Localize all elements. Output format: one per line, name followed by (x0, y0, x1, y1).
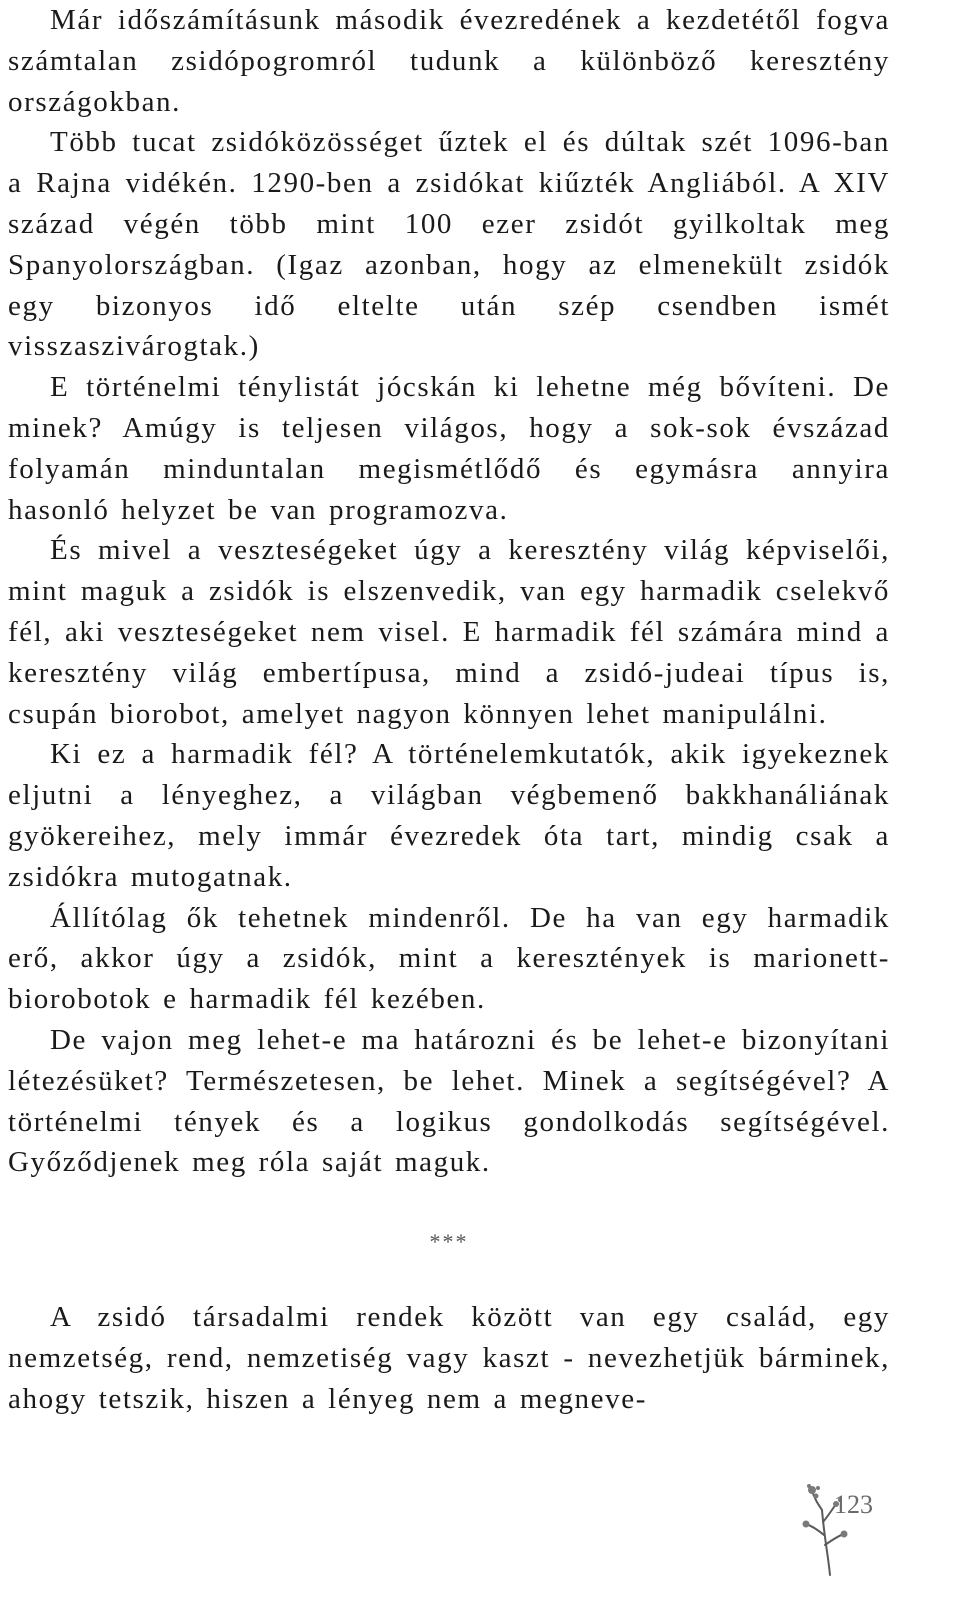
paragraph-6: Állítólag ők tehetnek mindenről. De ha van egy harmadik erő, akkor úgy a zsidók, mint a keresztények is marionett-biorobotok e harmadik fél kezében. (8, 901, 890, 1016)
closing-paragraph: A zsidó társadalmi rendek között van egy család, egy nemzetség, rend, nemzetiség vagy kaszt - nevezhetjük bárminek, ahogy tetszik, hiszen a lényeg nem a megneve- (8, 1301, 890, 1415)
paragraph-3: E történelmi ténylistát jócskán ki lehetne még bővíteni. De minek? Amúgy is teljesen világos, hogy a sok-sok évszázad folyamán minduntalan megismétlődő és egymásra annyira hasonló helyzet be van programozva. (8, 371, 890, 526)
paragraph-7: De vajon meg lehet-e ma határozni és be lehet-e bizonyítani létezésüket? Természetesen, be lehet. Minek a segítségével? A történelmi tények és a logikus gondolkodás segítségével. Győződjenek meg róla saját maguk. (8, 1023, 890, 1179)
paragraph-4: És mivel a veszteségeket úgy a keresztény világ képviselői, mint maguk a zsidók is elszenvedik, van egy harmadik cselekvő fél, aki veszteségeket nem visel. E harmadik fél számára mind a keresztény világ embertípusa, mind a zsidó-judeai típus is, csupán biorobot, amelyet nagyon könnyen lehet manipulálni. (8, 534, 890, 730)
section-separator: *** (429, 1229, 469, 1255)
page-body (8, 0, 890, 1420)
page-number: 123 (834, 1490, 873, 1519)
paragraph-5: Ki ez a harmadik fél? A történelemkutatók, akik igyekeznek eljutni a lényeghez, a világban végbemenő bakkhanáliának gyökereihez, mely immár évezredek óta tart, mindig csak a zsidókra mutogatnak. (8, 738, 890, 893)
page-footer (800, 1480, 890, 1580)
paragraph-2: Több tucat zsidóközösséget űztek el és dúltak szét 1096-ban a Rajna vidékén. 1290-ben a zsidókat kiűzték Angliából. A XIV század végén több mint 100 ezer zsidót gyilkoltak meg Spanyolországban. (Igaz azonban, hogy az elmenekült zsidók egy bizonyos idő eltelte után szép csendben ismét visszaszivárogtak.) (8, 126, 890, 363)
paragraph-1: Már időszámításunk második évezredének a kezdetétől fogva számtalan zsidópogromról tudunk a különböző keresztény országokban. (8, 4, 890, 118)
